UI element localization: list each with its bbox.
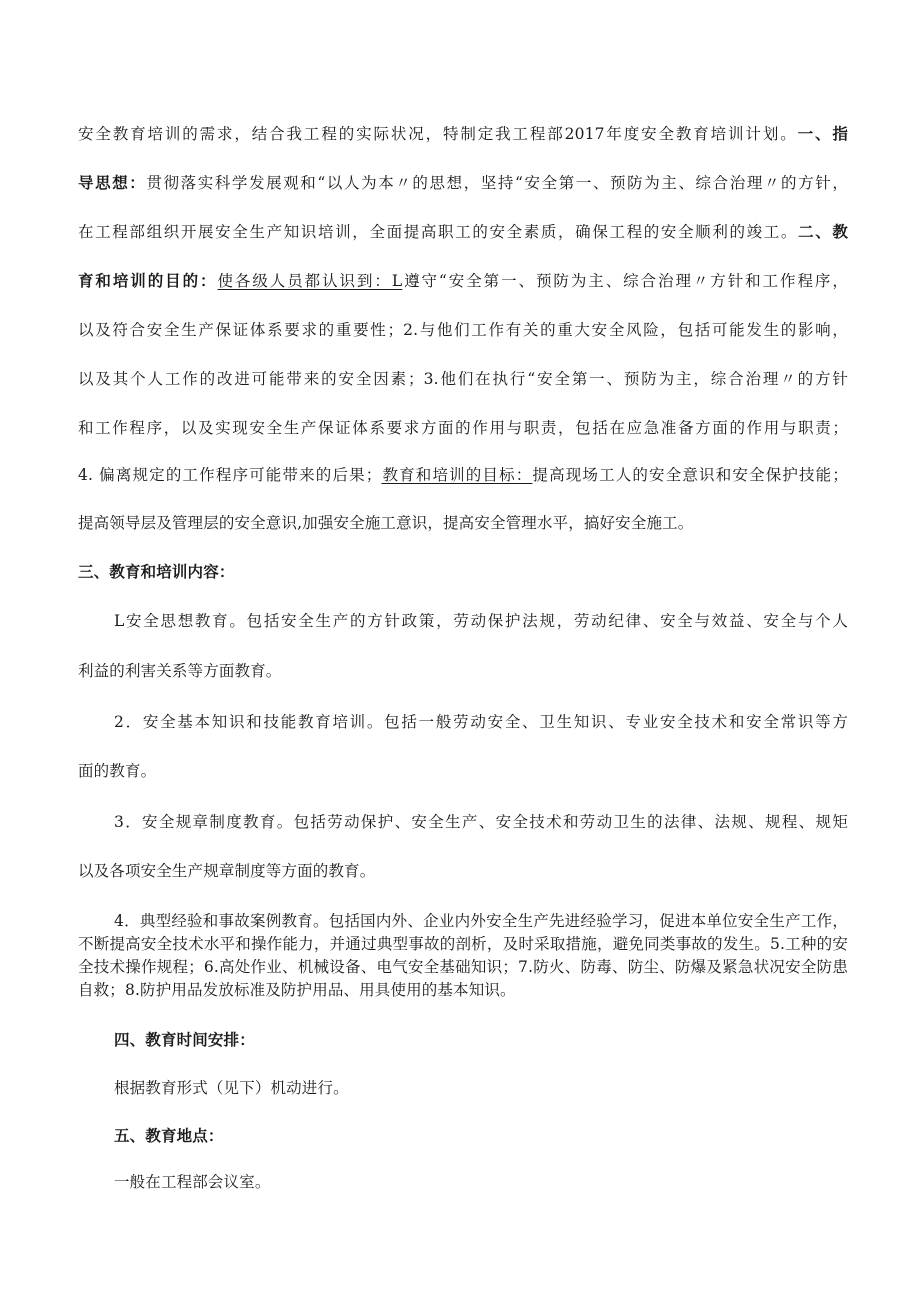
section-4-text: 根据教育形式（见下）机动进行。 [114, 1079, 349, 1097]
section-3-heading-text: 三、教育和培训内容： [78, 562, 235, 581]
intro-text: 遵守“安全第一、预防为主、综合治理〃方针和工作程序， [402, 272, 849, 290]
item-1-line-2: 利益的利害关系等方面教育。 [78, 662, 282, 680]
item-2-line-1: 2．安全基本知识和技能教育培训。包括一般劳动安全、卫生知识、专业安全技术和安全常识等方 [114, 713, 848, 731]
intro-line-4 [78, 271, 848, 291]
section-4-heading [114, 1030, 848, 1050]
intro-line-2 [78, 173, 848, 193]
underlined-text: 教育和培训的目标： [381, 466, 533, 484]
intro-line-7: 和工作程序，以及实现安全生产保证体系要求方面的作用与职责，包括在应急准备方面的作用与职责； [78, 419, 848, 437]
section-3-heading [78, 562, 848, 582]
item-3-line-2: 以及各项安全生产规章制度等方面的教育。 [78, 862, 376, 880]
intro-line-3 [78, 222, 848, 242]
intro-text: 安全教育培训的需求，结合我工程的实际状况，特制定我工程部2017年度安全教育培训计划。 [78, 125, 798, 143]
item-4-text: ．典型经验和事故案例教育。包括国内外、企业内外安全生产先进经验学习，促进本单位安全生产工作，不断提高安全技术水平和操作能力，并通过典型事故的剖析，及时采取措施，避免同类事故的发生。5.工种的安全技术操作规程；6.高处作业、机械设备、电气安全基础知识；7.防火、防毒、防尘、防爆及紧急状况安全防患自救；8.防护用品发放标准及防护用品、用具使用的基本知识。 [78, 912, 848, 999]
intro-line-5: 以及符合安全生产保证体系要求的重要性；2.与他们工作有关的重大安全风险，包括可能发生的影响， [78, 321, 848, 339]
intro-line-9: 提高领导层及管理层的安全意识,加强安全施工意识，提高安全管理水平，搞好安全施工。 [78, 514, 694, 532]
intro-text: 提高现场工人的安全意识和安全保护技能； [532, 466, 848, 484]
intro-text: 贯彻落实科学发展观和“以人为本〃的思想，坚持“安全第一、预防为主、综合治理〃的方针， [146, 174, 848, 192]
item-4-paragraph [78, 910, 848, 1002]
section-heading-1-cont: 导思想： [78, 173, 147, 192]
section-heading-2: 二、教 [798, 222, 849, 241]
section-heading-1: 一、指 [797, 124, 849, 143]
section-heading-2-cont: 育和培训的目的： [78, 271, 218, 290]
section-5-text: 一般在工程部会议室。 [114, 1173, 271, 1191]
section-5-heading-text: 五、教育地点： [114, 1126, 224, 1145]
item-2-line-2: 面的教育。 [78, 762, 157, 780]
section-4-heading-text: 四、教育时间安排： [114, 1030, 255, 1049]
intro-line-8 [78, 465, 848, 485]
intro-line-6: 以及其个人工作的改进可能带来的安全因素；3.他们在执行“安全第一、预防为主，综合治理〃的方针 [78, 370, 848, 388]
intro-line-1 [78, 124, 848, 144]
intro-text: 在工程部组织开展安全生产知识培训，全面提高职工的安全素质，确保工程的安全顺利的竣工。 [78, 223, 799, 241]
intro-text: 4. 偏离规定的工作程序可能带来的后果； [78, 466, 382, 484]
item-4-number: 4 [114, 912, 125, 930]
section-5-heading [114, 1126, 848, 1146]
item-3-line-1: 3．安全规章制度教育。包括劳动保护、安全生产、安全技术和劳动卫生的法律、法规、规程、规矩 [114, 813, 848, 831]
underlined-text: 使各级人员都认识到：L [217, 272, 403, 290]
item-1-line-1: L安全思想教育。包括安全生产的方针政策，劳动保护法规，劳动纪律、安全与效益、安全与个人 [114, 612, 848, 630]
